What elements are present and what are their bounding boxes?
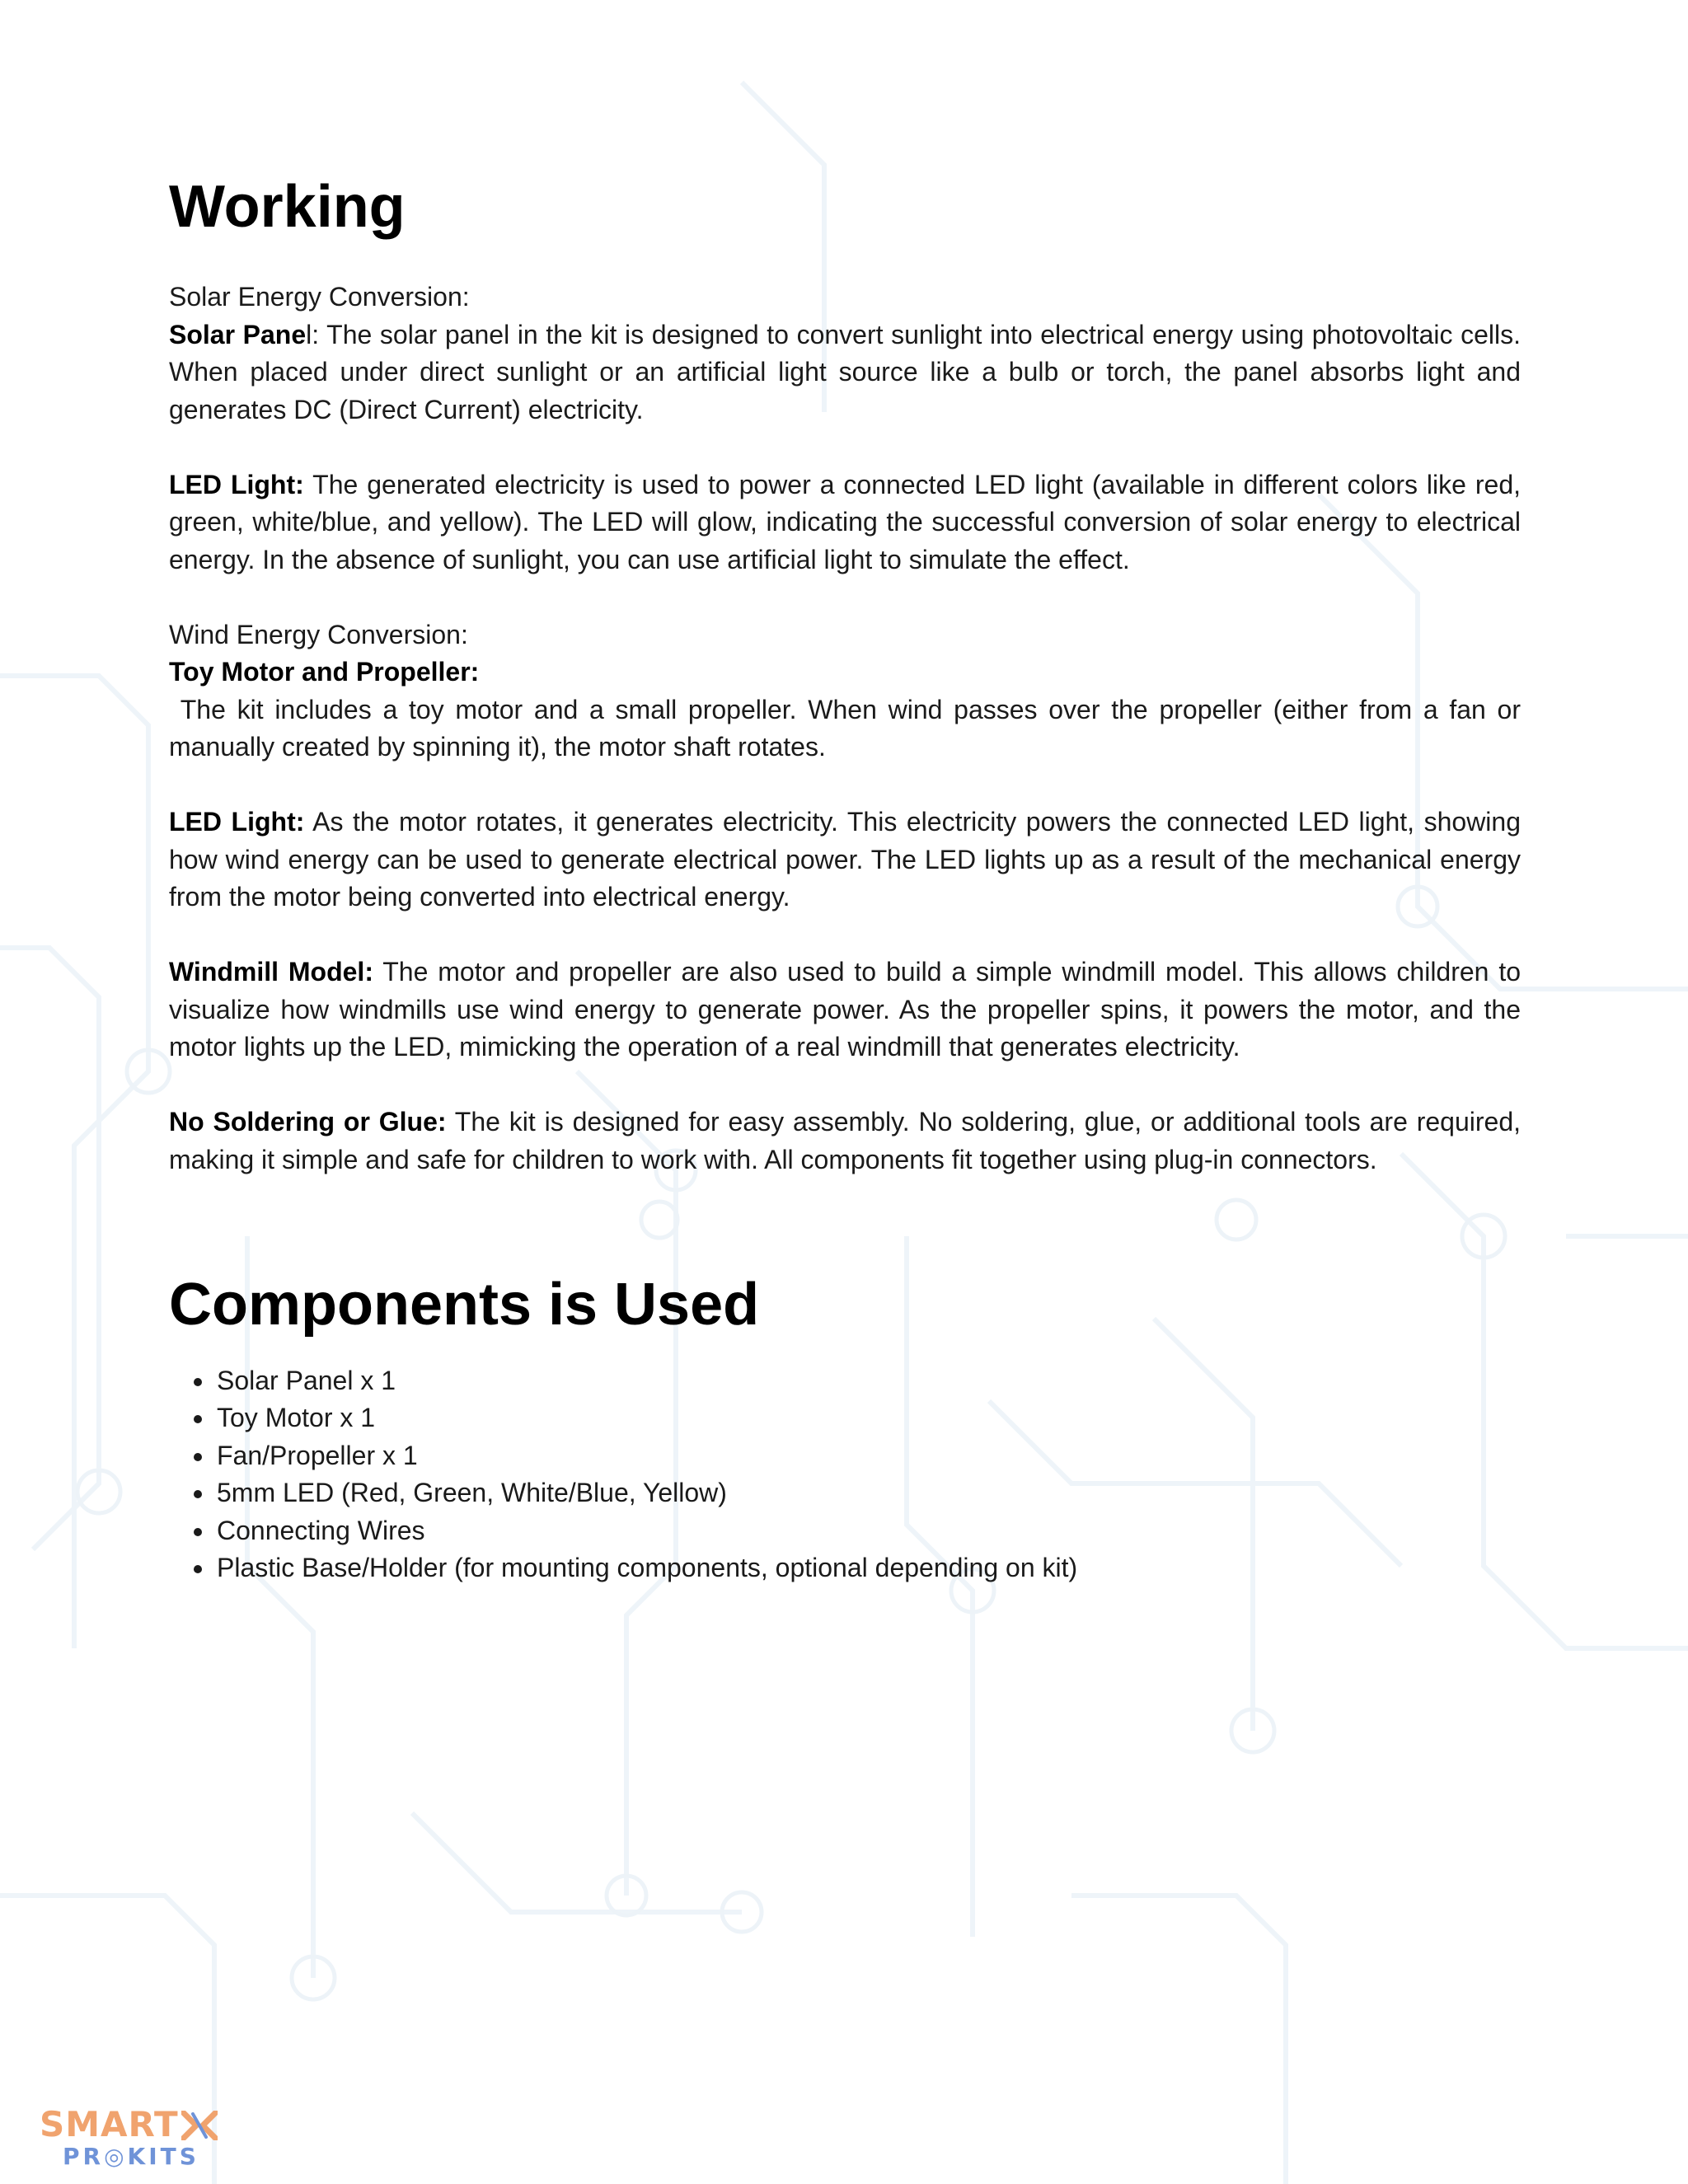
paragraph-gap bbox=[169, 766, 1521, 804]
led-wind-text: As the motor rotates, it generates electricity. This electricity powers the connected LED light, showing how wind energy can be used to generate electrical power. The LED lights up as a result of the mechanical energy from the motor being converted into electrical energy. bbox=[169, 807, 1522, 912]
paragraph-gap bbox=[169, 1066, 1521, 1104]
motor-label: Toy Motor and Propeller: bbox=[169, 657, 480, 687]
motor-paragraph: The kit includes a toy motor and a small propeller. When wind passes over the propeller (either from a fan or manually created by spinning it), the motor shaft rotates. bbox=[169, 694, 1528, 762]
solar-panel-text: l: The solar panel in the kit is designed to convert sunlight into electrical energy using photovoltaic cells. When placed under direct sunlight or an artificial light source like a bulb or torch, the panel absorbs light and generates DC (Direct Current) electricity. bbox=[169, 319, 1522, 424]
led-solar-label: LED Light: bbox=[169, 469, 304, 499]
windmill-text: The motor and propeller are also used to build a simple windmill model. This allows children to visualize how windmills use wind energy to generate power. As the propeller spins, it powers the motor, and the motor lights up the LED, mimicking the operation of a real windmill that generates electricity. bbox=[169, 957, 1522, 1062]
document-page bbox=[169, 165, 1528, 1587]
logo-wordmark-smart: SMART bbox=[40, 2104, 179, 2144]
logo-x-icon bbox=[181, 2111, 218, 2140]
nosolder-text: The kit is designed for easy assembly. No soldering, glue, or additional tools are required, making it simple and safe for children to work with. All components fit together using plug-in connectors. bbox=[169, 1107, 1521, 1174]
windmill-label: Windmill Model: bbox=[169, 957, 373, 987]
paragraph-gap bbox=[169, 579, 1521, 616]
windmill-paragraph bbox=[169, 954, 1521, 1066]
solar-panel-paragraph bbox=[169, 316, 1521, 429]
list-item: • Connecting Wires bbox=[215, 1512, 1521, 1550]
nosolder-paragraph bbox=[169, 1104, 1521, 1179]
logo-wordmark-prokits: PR◎KITS bbox=[63, 2143, 199, 2170]
led-wind-label: LED Light: bbox=[169, 807, 305, 837]
list-item: • Toy Motor x 1 bbox=[215, 1399, 1521, 1437]
motor-heading-paragraph bbox=[169, 654, 1521, 691]
list-item: • Solar Panel x 1 bbox=[215, 1362, 1521, 1400]
list-item: • Fan/Propeller x 1 bbox=[215, 1437, 1521, 1475]
nosolder-label: No Soldering or Glue: bbox=[169, 1107, 447, 1137]
list-item: • 5mm LED (Red, Green, White/Blue, Yellow) bbox=[215, 1474, 1521, 1512]
section-title-working: Working bbox=[169, 174, 406, 240]
section-title-components: Components is Used bbox=[169, 1272, 760, 1338]
paragraph-gap bbox=[169, 916, 1521, 954]
led-solar-text: The generated electricity is used to power a connected LED light (available in different colors like red, green, white/blue, and yellow). The LED will glow, indicating the successful conversion of solar energy to electrical energy. In the absence of sunlight, you can use artificial light to simulate the effect. bbox=[169, 469, 1522, 574]
wind-intro: Wind Energy Conversion: bbox=[169, 619, 468, 649]
led-wind-paragraph bbox=[169, 804, 1521, 916]
brand-logo bbox=[40, 2106, 229, 2172]
section-gap bbox=[169, 1179, 1521, 1269]
components-list bbox=[169, 1362, 1521, 1587]
led-solar-paragraph bbox=[169, 466, 1521, 579]
solar-intro: Solar Energy Conversion: bbox=[169, 282, 470, 312]
paragraph-gap bbox=[169, 429, 1521, 466]
list-item: • Plastic Base/Holder (for mounting components, optional depending on kit) bbox=[215, 1549, 1521, 1587]
solar-panel-label: Solar Pane bbox=[169, 319, 307, 349]
